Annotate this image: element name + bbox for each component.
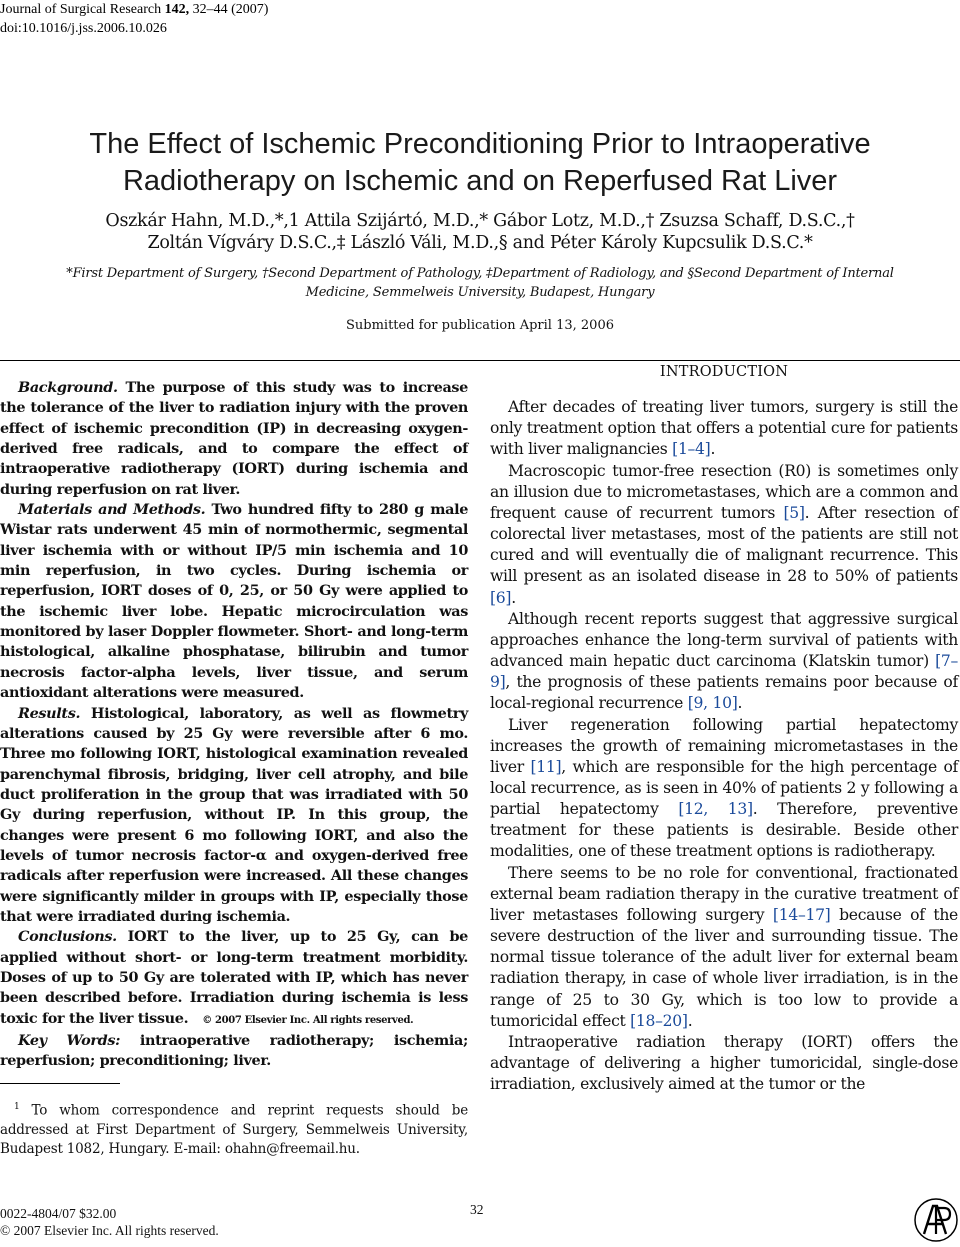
issn-price: 0022-4804/07 $32.00 [0, 1206, 117, 1221]
page-footer-info [0, 1205, 219, 1239]
abstract-conclusions: Conclusions. IORT to the liver, up to 25 Gy, can be applied without short- or long-term treatment morbidity. Doses of up to 50 Gy are tolerated with IP, which has never been described before. Irradiation during ischemia is less toxic for the liver tissue. © 2007 Elsevier Inc. All rights reserved. [0, 928, 468, 1027]
footnote-divider [0, 1083, 120, 1084]
author-line-2: Zoltán Vígváry D.S.C.,‡ László Váli, M.D.,§ and Péter Károly Kupcsulik D.S.C.* [147, 233, 813, 253]
abstract [0, 378, 468, 1072]
author-line-1: Oszkár Hahn, M.D.,*,1 Attila Szijártó, M.D.,* Gábor Lotz, M.D.,† Zsuzsa Schaff, D.S.C.,† [105, 211, 855, 231]
citation-link[interactable]: [1–4] [672, 440, 711, 459]
paragraph: After decades of treating liver tumors, surgery is still the only treatment option that offers a potential cure for patients with liver malignancies [1–4]. [490, 398, 958, 459]
abstract-copyright: © 2007 Elsevier Inc. All rights reserved. [202, 1014, 414, 1026]
affiliations: *First Department of Surgery, †Second Department of Pathology, ‡Department of Radiology, and §Second Department of Internal Medicine, Semmelweis University, Budapest, Hungary [66, 266, 894, 300]
citation-link[interactable]: [7–9] [490, 652, 958, 692]
paragraph: Liver regeneration following partial hepatectomy increases the growth of remaining micrometastases in the liver [11], which are responsible for the high percentage of local recurrence, as is seen in 40% of patients 2 y following a partial hepatectomy [12, 13]. Therefore, preventive treatment for these patients is desirable. Beside other modalities, one of these treatment options is radiotherapy. [490, 715, 958, 861]
correspondence-footnote: $^1$ To whom correspondence and reprint requests should be addressed at First Department of Surgery, Semmelweis University, Budapest 1082, Hungary. E-mail: ohahn@freemail.hu. [0, 1102, 468, 1158]
footer-copyright: © 2007 Elsevier Inc. All rights reserved. [0, 1223, 219, 1238]
section-heading: INTRODUCTION [659, 364, 789, 380]
citation-link[interactable]: [5] [783, 503, 805, 522]
submission-date: Submitted for publication April 13, 2006 [345, 318, 614, 333]
page-number: 32 [470, 1202, 484, 1217]
citation-link[interactable]: [14–17] [772, 905, 831, 924]
journal-doi: doi:10.1016/j.jss.2006.10.026 [0, 21, 167, 36]
citation-link[interactable]: [6] [490, 588, 512, 607]
paragraph: Although recent reports suggest that aggressive surgical approaches enhance the long-term survival of patients with advanced main hepatic duct carcinoma (Klatskin tumor) [7–9], the prognosis of these patients remains poor because of local-regional recurrence [9, 10]. [490, 609, 958, 713]
publisher-logo-icon [914, 1196, 958, 1244]
abstract-results: Results. Histological, laboratory, as well as flowmetry alterations caused by 25 Gy were reversible after 6 mo. Three mo following IORT, histological examination revealed parenchymal fibrosis, bridging, liver cell atrophy, and bile duct proliferation in the group that was irradiated with 50 Gy during reperfusion, without IP. In this group, the changes were present 6 mo following IORT, and also the levels of tumor necrosis factor-α and oxygen-derived free radicals after reperfusion were increased. All these changes were significantly milder in groups with IP, especially those that were irradiated during ischemia. [0, 704, 468, 925]
paragraph: Macroscopic tumor-free resection (R0) is sometimes only an illusion due to micrometastases, which are a common and frequent cause of recurrent tumors [5]. After resection of colorectal liver metastases, most of the patients are still not cured and will eventually die of malignant recurrence. This will present as an isolated disease in 28 to 50% of patients [6]. [490, 461, 958, 607]
citation-link[interactable]: [9, 10] [687, 694, 738, 713]
journal-header [0, 0, 268, 38]
article-title: The Effect of Ischemic Preconditioning Prior to Intraoperative Radiotherapy on Ischemic and on Reperfused Rat Liver [89, 128, 871, 197]
abstract-methods: Materials and Methods. Two hundred fifty to 280 g male Wistar rats underwent 45 min of normothermic, segmental liver ischemia with or without IP/5 min ischemia and 10 min reperfusion, in two cycles. During ischemia or reperfusion, IORT doses of 0, 25, or 50 Gy were applied to the ischemic liver lobe. Hepatic microcirculation was monitored by laser Doppler flowmeter. Short- and long-term histological, alkaline phosphatase, bilirubin and tumor necrosis factor-alpha levels, liver tissue, and serum antioxidant alterations were measured. [0, 501, 468, 702]
introduction-section [490, 362, 958, 1095]
citation-link[interactable]: [11] [530, 757, 562, 776]
keywords: Key Words: intraoperative radiotherapy; ischemia; reperfusion; preconditioning; liver. [0, 1032, 468, 1070]
header-divider [0, 360, 960, 361]
author-list [60, 210, 900, 254]
journal-citation: Journal of Surgical Research 142, 32–44 (2007) [0, 2, 269, 17]
citation-link[interactable]: [18–20] [630, 1011, 688, 1030]
citation-link[interactable]: [12, 13] [678, 800, 753, 819]
paragraph: Intraoperative radiation therapy (IORT) offers the advantage of delivering a higher tumoricidal, single-dose irradiation, exclusively aimed at the tumor or the [490, 1032, 958, 1094]
journal-volume: 142, [164, 2, 190, 17]
paragraph: There seems to be no role for conventional, fractionated external beam radiation therapy in the curative treatment of liver metastases following surgery [14–17] because of the severe destruction of the liver and surrounding tissue. The normal tissue tolerance of the adult liver for external beam radiation therapy, in case of whole liver irradiation, is in the range of 25 to 30 Gy, which is too low to provide a tumoricidal effect [18–20]. [490, 863, 958, 1030]
abstract-background: Background. The purpose of this study was to increase the tolerance of the liver to radiation injury with the proven effect of ischemic precondition (IP) in decreasing oxygen-derived free radicals, and to compare the effect of intraoperative radiotherapy (IORT) during ischemia and during reperfusion on rat liver. [0, 379, 468, 498]
